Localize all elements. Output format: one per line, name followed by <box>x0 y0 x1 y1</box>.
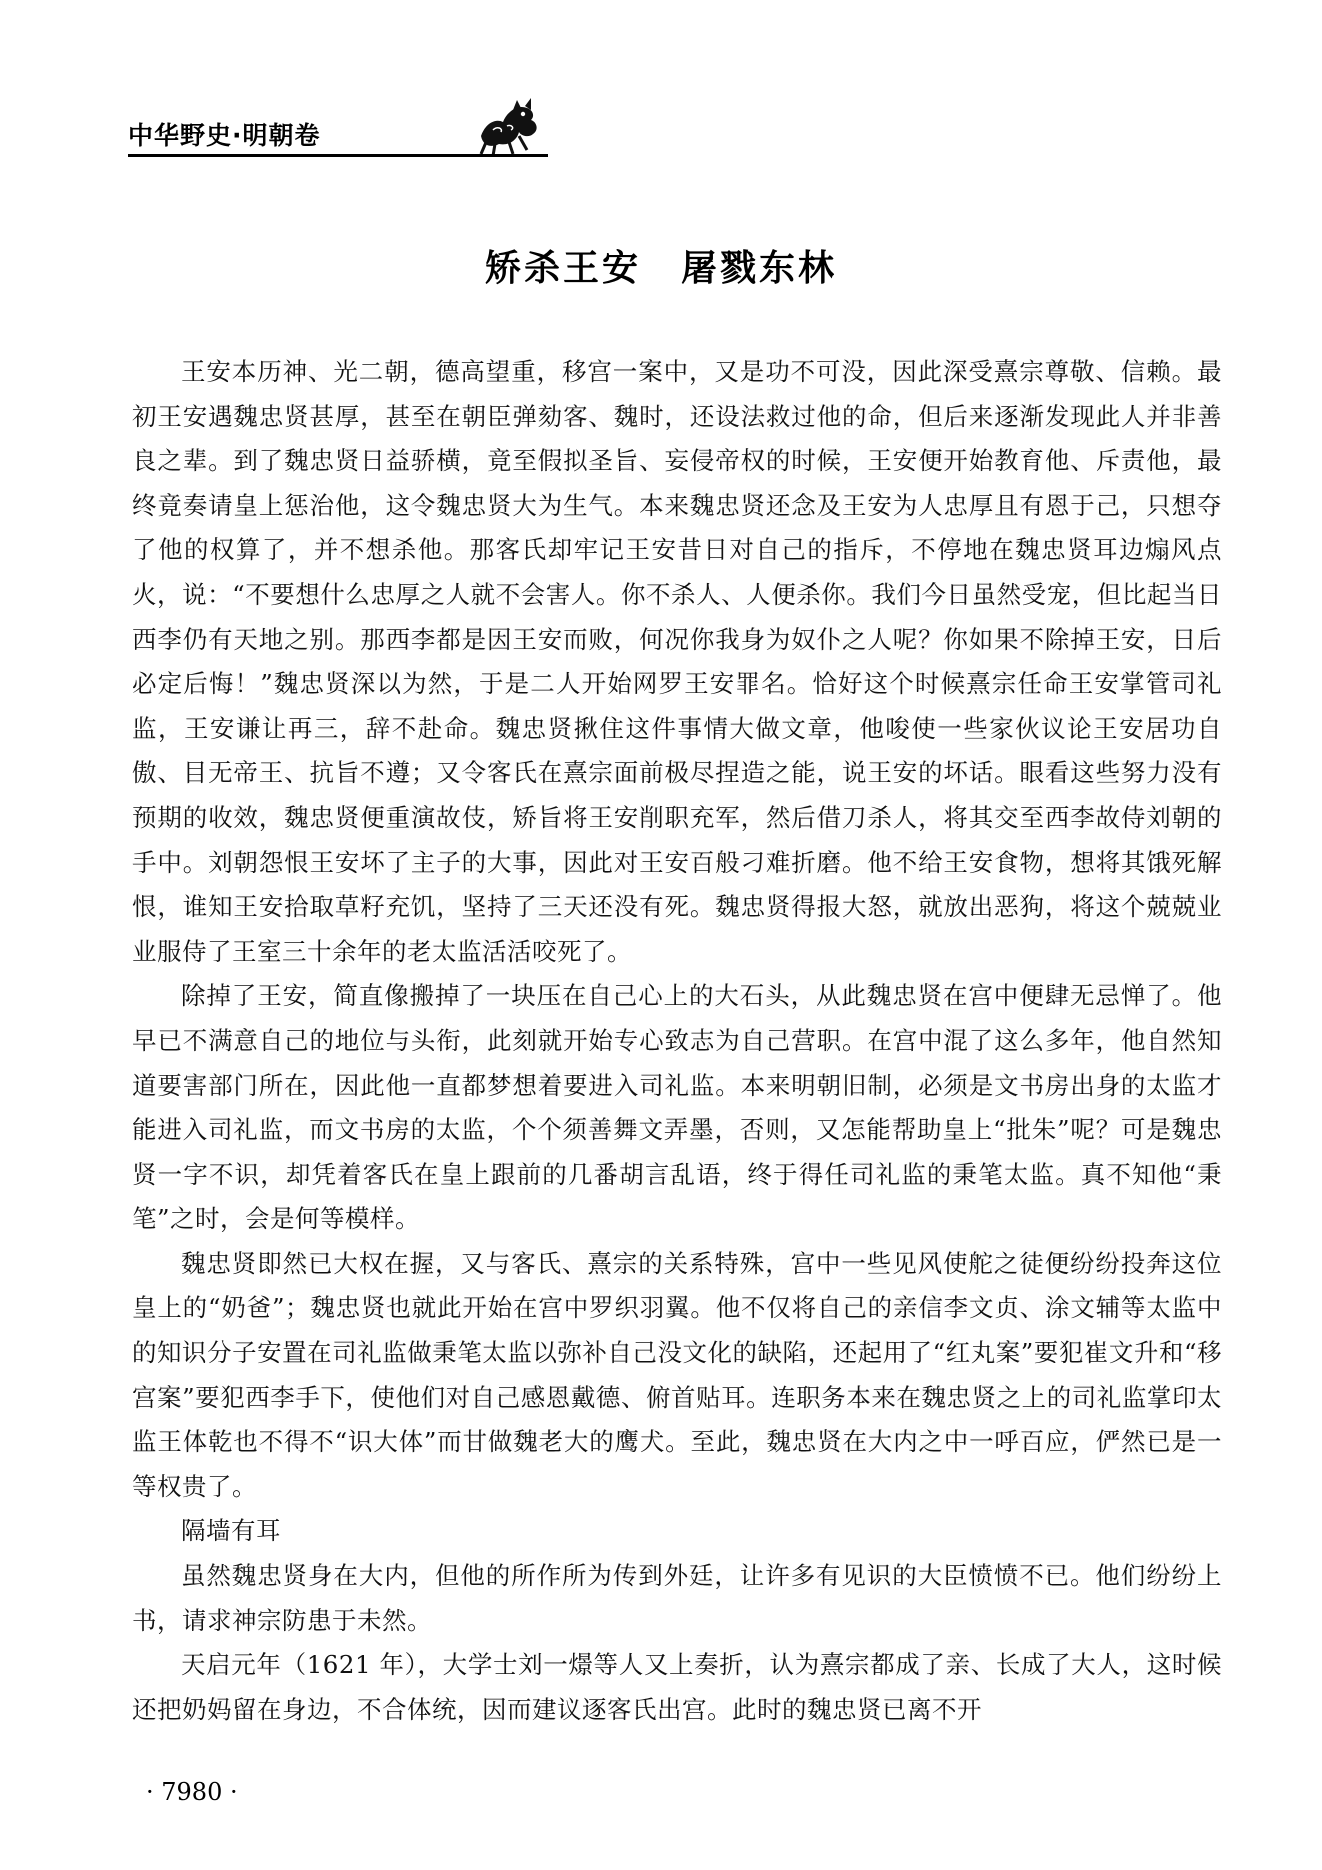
article-title-part1: 矫杀王安 <box>484 248 641 289</box>
article-title <box>0 240 1322 291</box>
paragraph: 天启元年（1621 年），大学士刘一燝等人又上奏折，认为熹宗都成了亲、长成了大人，这时候还把奶妈留在身边，不合体统，因而建议逐客氏出宫。此时的魏忠贤已离不开 <box>132 1650 1222 1724</box>
running-header <box>128 92 548 162</box>
paragraph: 王安本历神、光二朝，德高望重，移宫一案中，又是功不可没，因此深受熹宗尊敬、信赖。最初王安遇魏忠贤甚厚，甚至在朝臣弹劾客、魏时，还设法救过他的命，但后来逐渐发现此人并非善良之辈。到了魏忠贤日益骄横，竟至假拟圣旨、妄侵帝权的时候，王安便开始教育他、斥责他，最终竟奏请皇上惩治他，这令魏忠贤大为生气。本来魏忠贤还念及王安为人忠厚且有恩于己，只想夺了他的权算了，并不想杀他。那客氏却牢记王安昔日对自己的指斥，不停地在魏忠贤耳边煽风点火，说：“不要想什么忠厚之人就不会害人。你不杀人、人便杀你。我们今日虽然受宠，但比起当日西李仍有天地之别。那西李都是因王安而败，何况你我身为奴仆之人呢？你如果不除掉王安，日后必定后悔！”魏忠贤深以为然，于是二人开始网罗王安罪名。恰好这个时候熹宗任命王安掌管司礼监，王安谦让再三，辞不赴命。魏忠贤揪住这件事情大做文章，他唆使一些家伙议论王安居功自傲、目无帝王、抗旨不遵；又令客氏在熹宗面前极尽捏造之能，说王安的坏话。眼看这些努力没有预期的收效，魏忠贤便重演故伎，矫旨将王安削职充军，然后借刀杀人，将其交至西李故侍刘朝的手中。刘朝怨恨王安坏了主子的大事，因此对王安百般刁难折磨。他不给王安食物，想将其饿死解恨，谁知王安拾取草籽充饥，坚持了三天还没有死。魏忠贤得报大怒，就放出恶狗，将这个兢兢业业服侍了王室三十余年的老太监活活咬死了。 <box>132 357 1222 966</box>
header-rule <box>128 154 548 157</box>
article-body <box>132 350 1222 1732</box>
book-title: 中华野史·明朝卷 <box>128 121 321 150</box>
paragraph: 虽然魏忠贤身在大内，但他的所作所为传到外廷，让许多有见识的大臣愤愤不已。他们纷纷上书，请求神宗防患于未然。 <box>132 1561 1222 1635</box>
paragraph: 魏忠贤即然已大权在握，又与客氏、熹宗的关系特殊，宫中一些见风使舵之徒便纷纷投奔这位皇上的“奶爸”；魏忠贤也就此开始在宫中罗织羽翼。他不仅将自己的亲信李文贞、涂文辅等太监中的知识分子安置在司礼监做秉笔太监以弥补自己没文化的缺陷，还起用了“红丸案”要犯崔文升和“移宫案”要犯西李手下，使他们对自己感恩戴德、俯首贴耳。连职务本来在魏忠贤之上的司礼监掌印太监王体乾也不得不“识大体”而甘做魏老大的鹰犬。至此，魏忠贤在大内之中一呼百应，俨然已是一等权贵了。 <box>132 1248 1222 1501</box>
paragraph: 除掉了王安，简直像搬掉了一块压在自己心上的大石头，从此魏忠贤在宫中便肆无忌惮了。他早已不满意自己的地位与头衔，此刻就开始专心致志为自己营职。在宫中混了这么多年，他自然知道要害部门所在，因此他一直都梦想着要进入司礼监。本来明朝旧制，必须是文书房出身的太监才能进入司礼监，而文书房的太监，个个须善舞文弄墨，否则，又怎能帮助皇上“批朱”呢？可是魏忠贤一字不识，却凭着客氏在皇上跟前的几番胡言乱语，终于得任司礼监的秉笔太监。真不知他“秉笔”之时，会是何等模样。 <box>132 981 1222 1234</box>
dragon-emblem-icon <box>473 96 543 158</box>
section-subheading: 隔墙有耳 <box>181 1516 281 1546</box>
page-number: · 7980 · <box>146 1778 238 1806</box>
article-title-part2: 屠戮东林 <box>681 248 838 289</box>
